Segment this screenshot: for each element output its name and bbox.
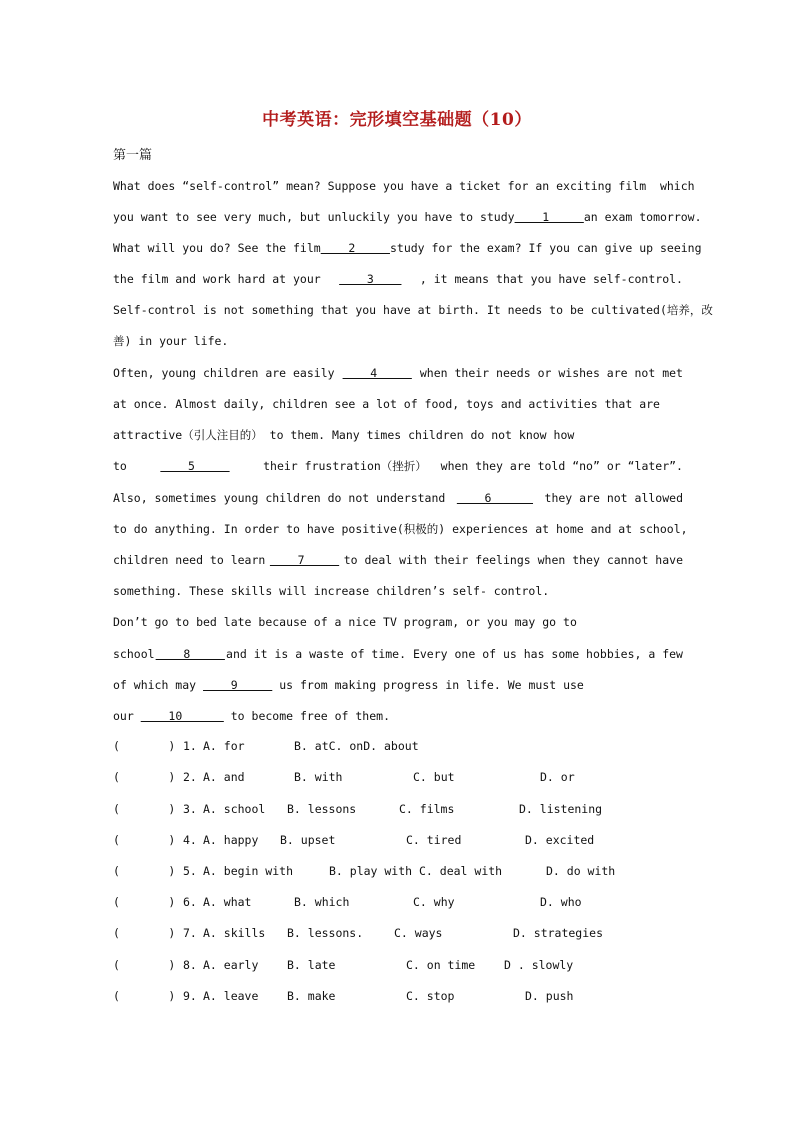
passage-text: you want to see very much, but unluckily you have to study <box>113 210 515 224</box>
question-row <box>113 958 693 974</box>
option-d: D. excited <box>525 833 595 847</box>
option-b: B. late <box>287 958 336 972</box>
passage-line <box>113 708 683 724</box>
question-row <box>113 895 693 911</box>
question-row <box>113 739 693 755</box>
option-b: B. lessons <box>287 802 357 816</box>
option-d: D. push <box>525 989 574 1003</box>
passage-text: to do anything. In order to have positive(积极的) experiences at home and at school, <box>113 522 688 536</box>
passage-line <box>113 458 683 474</box>
passage-text: to become free of them. <box>230 709 390 723</box>
option-c: C. ways <box>394 926 443 940</box>
option-c: C. why <box>413 895 455 909</box>
option-a: A. skills <box>203 926 266 940</box>
section-label: 第一篇 <box>113 148 153 163</box>
option-b: B. atC. onD. about <box>294 739 419 753</box>
option-b: B. which <box>294 895 350 909</box>
passage-line <box>113 490 683 506</box>
passage-line <box>113 646 683 662</box>
question-number: 9. <box>183 989 197 1003</box>
passage-line <box>113 178 695 194</box>
option-c: C. stop <box>406 989 455 1003</box>
page-title: 中考英语：完形填空基础题（10） <box>262 110 532 130</box>
passage-text: and it is a waste of time. Every one of us has some hobbies, a few <box>226 647 683 661</box>
passage-line <box>113 427 683 443</box>
passage-text: Often, young children are easily <box>113 366 335 380</box>
passage-text: children need to learn <box>113 553 266 567</box>
passage-text: our <box>113 709 134 723</box>
passage-text: they are not allowed <box>544 491 683 505</box>
question-number: 1. <box>183 739 197 753</box>
question-row <box>113 989 693 1005</box>
question-number: 4. <box>183 833 197 847</box>
option-d: D. or <box>540 770 575 784</box>
passage-text: at once. Almost daily, children see a lot of food, toys and activities that are <box>113 397 660 411</box>
blank-4: 4 <box>342 366 412 380</box>
answer-bracket: ( ) <box>113 926 176 940</box>
passage-line <box>113 521 688 537</box>
passage-line <box>113 209 702 225</box>
passage-text: of which may <box>113 678 197 692</box>
passage-text: What does “self-control” mean? Suppose you have a ticket for an exciting film which <box>113 179 695 193</box>
question-row <box>113 770 693 786</box>
passage-text: Self-control is not something that you have at birth. It needs to be cultivated(培养，改 <box>113 303 713 317</box>
option-a: A. and <box>203 770 245 784</box>
blank-5: 5 <box>160 459 230 473</box>
option-a: A. what <box>203 895 252 909</box>
option-b: B. with <box>294 770 343 784</box>
passage-text: us from making progress in life. We must use <box>279 678 584 692</box>
passage-text: their frustration（挫折） when they are told “no” or “later”. <box>263 459 683 473</box>
option-a: A. happy <box>203 833 259 847</box>
question-row <box>113 833 693 849</box>
question-row <box>113 802 693 818</box>
blank-8: 8 <box>155 647 225 661</box>
blank-1: 1 <box>514 210 584 224</box>
passage-line <box>113 240 702 256</box>
option-b: B. play with C. deal with <box>329 864 503 878</box>
question-number: 7. <box>183 926 197 940</box>
option-c: C. tired <box>406 833 462 847</box>
question-number: 6. <box>183 895 197 909</box>
question-number: 2. <box>183 770 197 784</box>
blank-2: 2 <box>320 241 390 255</box>
question-number: 3. <box>183 802 197 816</box>
blank-10: 10 <box>140 709 224 723</box>
question-number: 5. <box>183 864 197 878</box>
passage-line <box>113 396 683 412</box>
passage-line <box>113 365 683 381</box>
option-d: D. listening <box>519 802 603 816</box>
passage-line <box>113 552 683 568</box>
passage-text: , it means that you have self-control. <box>419 272 683 286</box>
answer-bracket: ( ) <box>113 739 176 753</box>
option-d: D. who <box>540 895 582 909</box>
passage-text: the film and work hard at your <box>113 272 321 286</box>
passage-line <box>113 302 713 318</box>
option-d: D. do with <box>546 864 616 878</box>
answer-bracket: ( ) <box>113 895 176 909</box>
passage-text: to deal with their feelings when they cannot have <box>343 553 683 567</box>
passage-line <box>113 677 683 693</box>
answer-bracket: ( ) <box>113 770 176 784</box>
blank-7: 7 <box>269 553 340 567</box>
passage-text: study for the exam? If you can give up seeing <box>389 241 702 255</box>
answer-bracket: ( ) <box>113 864 176 878</box>
passage-text: when their needs or wishes are not met <box>419 366 683 380</box>
passage-text: attractive（引人注目的） to them. Many times children do not know how <box>113 428 575 442</box>
passage-text: What will you do? See the film <box>113 241 321 255</box>
option-a: A. leave <box>203 989 259 1003</box>
option-d: D. strategies <box>513 926 604 940</box>
passage-line <box>113 583 683 599</box>
passage-line <box>113 271 683 287</box>
answer-bracket: ( ) <box>113 989 176 1003</box>
passage-line <box>113 614 683 630</box>
option-a: A. for <box>203 739 245 753</box>
option-a: A. school <box>203 802 266 816</box>
answer-bracket: ( ) <box>113 802 176 816</box>
question-row <box>113 864 693 880</box>
option-a: A. early <box>203 958 259 972</box>
blank-9: 9 <box>203 678 273 692</box>
question-number: 8. <box>183 958 197 972</box>
passage-text: to <box>113 459 127 473</box>
passage-text: 善) in your life. <box>113 334 229 348</box>
option-b: B. make <box>287 989 336 1003</box>
answer-bracket: ( ) <box>113 833 176 847</box>
passage-text: Don’t go to bed late because of a nice TV program, or you may go to <box>113 615 577 629</box>
option-b: B. lessons. <box>287 926 364 940</box>
option-c: C. films <box>399 802 455 816</box>
option-a: A. begin with <box>203 864 294 878</box>
passage-text: Also, sometimes young children do not understand <box>113 491 446 505</box>
blank-3: 3 <box>339 272 402 286</box>
option-c: C. on time <box>406 958 476 972</box>
passage-text: an exam tomorrow. <box>583 210 702 224</box>
question-row <box>113 926 693 942</box>
passage-text: something. These skills will increase children’s self- control. <box>113 584 550 598</box>
answer-bracket: ( ) <box>113 958 176 972</box>
option-c: C. but <box>413 770 455 784</box>
passage-line <box>113 333 683 349</box>
option-b: B. upset <box>280 833 336 847</box>
option-d: D . slowly <box>504 958 574 972</box>
passage-text: school <box>113 647 155 661</box>
blank-6: 6 <box>456 491 534 505</box>
